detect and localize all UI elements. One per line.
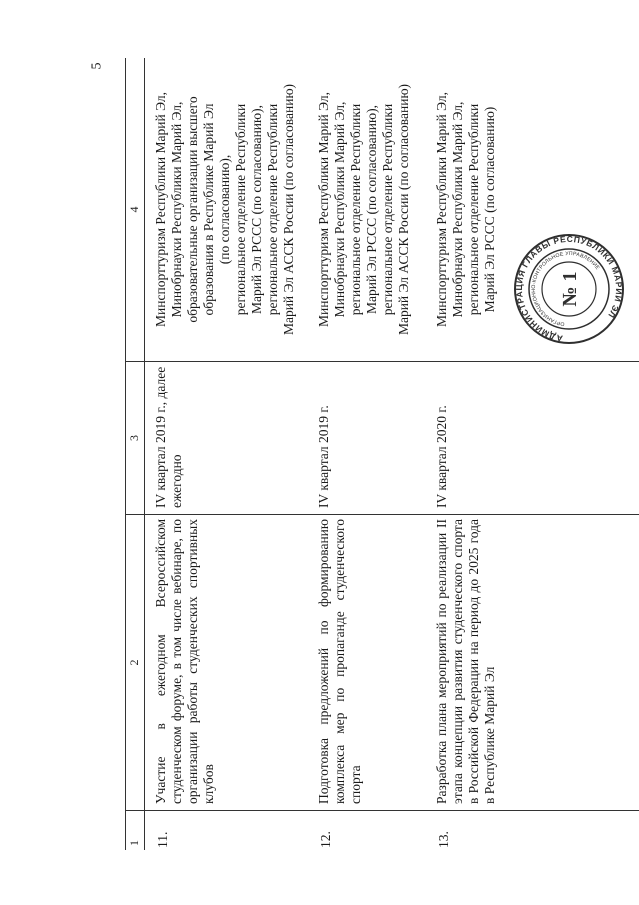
plan-table: [125, 58, 639, 850]
activity-cell: [145, 515, 309, 811]
responsible-text: [145, 58, 297, 361]
stamp-inner-text: ОРГАНИЗАЦИОННО-КОНТРОЛЬНОЕ УПРАВЛЕНИЕ: [530, 250, 601, 327]
responsible-text: [426, 58, 498, 361]
responsible-line: образования в Республике Марий Эл: [201, 103, 216, 316]
stamp-outer-text: АДМИНИСТРАЦИЯ ГЛАВЫ РЕСПУБЛИКИ МАРИЙ ЭЛ: [513, 233, 625, 344]
responsible-line: Марий Эл АССК России (по согласованию): [396, 83, 411, 336]
row-number-cell: [308, 811, 426, 851]
activity-text: Подготовка предложений по формированию комплекса мер по пропаганде студенческого спорта: [316, 519, 363, 804]
responsible-line: Марий Эл РССС (по согласованию),: [249, 105, 264, 314]
activity-cell: [426, 515, 639, 811]
responsible-line: региональное отделение Республики: [380, 103, 395, 316]
table-row: [308, 58, 426, 850]
deadline-cell: [145, 362, 309, 515]
responsible-line: региональное отделение Республики: [348, 103, 363, 316]
responsible-line: Минспорттуризм Республики Марий Эл,: [316, 92, 331, 327]
responsible-line: Минобрнауки Республики Марий Эл,: [332, 101, 347, 318]
row-number: 11.: [155, 831, 170, 848]
column-header-2: 2: [126, 515, 145, 811]
deadline-text: IV квартал 2019 г.: [316, 405, 331, 508]
responsible-cell: [145, 58, 309, 362]
responsible-line: (по согласованию),: [217, 154, 232, 265]
row-number-cell: [426, 811, 639, 851]
table-row: [145, 58, 309, 850]
responsible-line: Марий Эл РССС (по согласованию),: [364, 105, 379, 314]
row-number: 12.: [318, 831, 333, 848]
table-row: [426, 58, 639, 850]
table-header-row: [126, 58, 145, 850]
responsible-line: региональное отделение Республики: [265, 103, 280, 316]
responsible-line: Минспорттуризм Республики Марий Эл,: [434, 92, 449, 327]
deadline-text: IV квартал 2019 г., далее ежегодно: [153, 366, 184, 508]
rotated-document: [125, 65, 639, 850]
responsible-line: Минобрнауки Республики Марий Эл,: [169, 101, 184, 318]
activity-cell: [308, 515, 426, 811]
responsible-line: образовательные организации высшего: [185, 96, 200, 323]
column-header-3: 3: [126, 362, 145, 515]
responsible-line: Минспорттуризм Республики Марий Эл,: [153, 92, 168, 327]
deadline-cell: [426, 362, 639, 515]
responsible-line: региональное отделение Республики: [466, 103, 481, 316]
row-number-cell: [145, 811, 309, 851]
deadline-cell: [308, 362, 426, 515]
responsible-line: Минобрнауки Республики Марий Эл,: [450, 101, 465, 318]
responsible-line: региональное отделение Республики: [233, 103, 248, 316]
column-header-4: 4: [126, 58, 145, 362]
stamp-number: № 1: [559, 271, 581, 307]
responsible-line: Марий Эл РССС (по согласованию): [482, 106, 497, 313]
page-number: 5: [89, 62, 105, 70]
column-header-1: 1: [126, 811, 145, 851]
activity-text: Разработка плана мероприятий по реализации II этапа концепции развития студенческого спорта в Российской Федерации на период до 2025 года в Республике Марий Эл: [434, 519, 497, 804]
responsible-line: Марий Эл АССК России (по согласованию): [281, 83, 296, 336]
activity-text: Участие в ежегодном Всероссийском студенческом форуме, в том числе вебинаре, по организации работы студенческих спортивных клубов: [153, 519, 216, 804]
official-stamp: [513, 233, 625, 345]
row-number: 13.: [436, 831, 451, 848]
responsible-cell: [308, 58, 426, 362]
deadline-text: IV квартал 2020 г.: [434, 405, 449, 508]
responsible-text: [308, 58, 412, 361]
